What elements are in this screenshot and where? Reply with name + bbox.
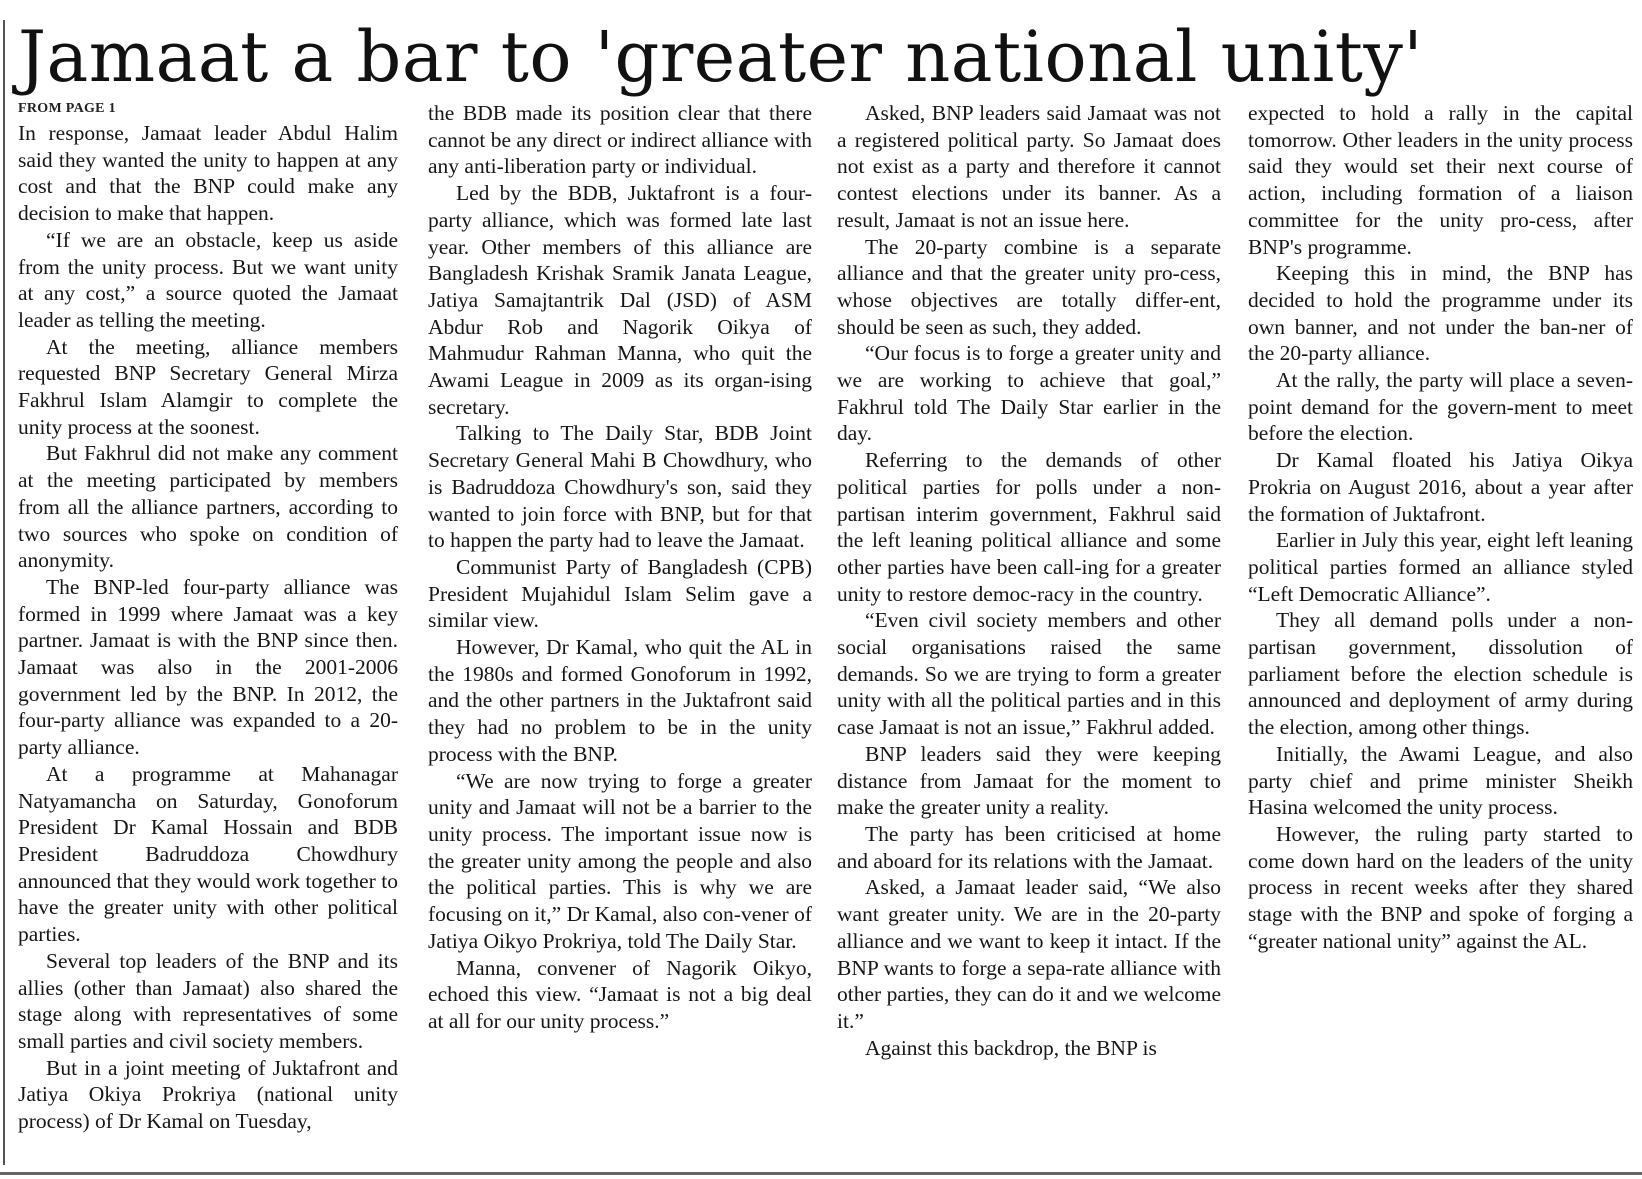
paragraph: However, the ruling party started to come down hard on the leaders of the unity process in recent weeks after they shared stage with the BNP and spoke of forging a “greater national unity” against the AL. — [1248, 821, 1633, 953]
article-column-1 — [18, 100, 398, 1172]
article-column-3 — [837, 100, 1221, 1172]
paragraph: Referring to the demands of other political parties for polls under a non-partisan interim government, Fakhrul said the left leaning political alliance and some other parties have been call-ing for a greater unity to restore democ-racy in the country. — [837, 448, 1221, 606]
paragraph: The BNP-led four-party alliance was formed in 1999 where Jamaat was a key partner. Jamaat is with the BNP since then. Jamaat was also in the 2001-2006 government led by the BNP. In 2012, the four-party alliance was expanded to a 20-party alliance. — [18, 574, 398, 760]
paragraph: Talking to The Daily Star, BDB Joint Secretary General Mahi B Chowdhury, who is Badruddoza Chowdhury's son, said they wanted to join force with BNP, but for that to happen the party had to leave the Jamaat. — [428, 421, 812, 553]
paragraph: At the rally, the party will place a seven-point demand for the govern-ment to meet before the election. — [1248, 368, 1633, 446]
paragraph: Asked, a Jamaat leader said, “We also want greater unity. We are in the 20-party alliance and we want to keep it intact. If the BNP wants to forge a sepa-rate alliance with other parties, they can do it and we welcome it.” — [837, 875, 1221, 1033]
headline: Jamaat a bar to 'greater national unity' — [18, 16, 1424, 98]
paragraph: Initially, the Awami League, and also party chief and prime minister Sheikh Hasina welcomed the unity process. — [1248, 741, 1633, 820]
paragraph: In response, Jamaat leader Abdul Halim said they wanted the unity to happen at any cost and that the BNP could make any decision to make that happen. — [18, 121, 398, 226]
paragraph: “We are now trying to forge a greater unity and Jamaat will not be a barrier to the unity process. The important issue now is the greater unity among the people and also the political parties. This is why we are focusing on it,” Dr Kamal, also con-vener of Jatiya Oikyo Prokriya, told The Daily Star. — [428, 768, 812, 953]
paragraph: However, Dr Kamal, who quit the AL in the 1980s and formed Gonoforum in 1992, and the other partners in the Juktafront said they had no problem to be in the unity process with the BNP. — [428, 635, 812, 766]
paragraph: Led by the BDB, Juktafront is a four-party alliance, which was formed late last year. Other members of this alliance are Bangladesh Krishak Sramik Janata League, Jatiya Samajtantrik Dal (JSD) of ASM Abdur Rob and Nagorik Oikya of Mahmudur Rahman Manna, who quit the Awami League in 2009 as its organ-ising secretary. — [428, 181, 812, 419]
paragraph: At a programme at Mahanagar Natyamancha on Saturday, Gonoforum President Dr Kamal Hossain and BDB President Badruddoza Chowdhury announced that they would work together to have the greater unity with other political parties. — [18, 761, 398, 947]
paragraph: The party has been criticised at home and aboard for its relations with the Jamaat. — [837, 821, 1221, 873]
paragraph: Manna, convener of Nagorik Oikyo, echoed this view. “Jamaat is not a big deal at all for our unity process.” — [428, 955, 812, 1033]
bottom-rule — [0, 1172, 1642, 1175]
paragraph: “Our focus is to forge a greater unity and we are working to achieve that goal,” Fakhrul told The Daily Star earlier in the day. — [837, 341, 1221, 446]
paragraph: Against this backdrop, the BNP is — [865, 1035, 1157, 1060]
paragraph: “Even civil society members and other social organisations raised the same demands. So we are trying to form a greater unity with all the political parties and in this case Jamaat is not an issue,” Fakhrul added. — [837, 608, 1221, 740]
paragraph: Keeping this in mind, the BNP has decided to hold the programme under its own banner, and not under the ban-ner of the 20-party alliance. — [1248, 261, 1633, 366]
left-column-rule — [3, 20, 5, 1165]
paragraph: At the meeting, alliance members requested BNP Secretary General Mirza Fakhrul Islam Alamgir to complete the unity process at the soonest. — [18, 334, 398, 439]
paragraph: Earlier in July this year, eight left leaning political parties formed an alliance styled “Left Democratic Alliance”. — [1248, 528, 1633, 606]
paragraph: But in a joint meeting of Juktafront and Jatiya Okiya Prokriya (national unity process) of Dr Kamal on Tuesday, — [18, 1055, 398, 1134]
paragraph: The 20-party combine is a separate alliance and that the greater unity pro-cess, whose objectives are totally differ-ent, should be seen as such, they added. — [837, 234, 1221, 339]
paragraph: expected to hold a rally in the capital tomorrow. Other leaders in the unity process said they would set their next course of action, including formation of a liaison committee for the unity pro-cess, after BNP's programme. — [1248, 101, 1633, 259]
paragraph: Communist Party of Bangladesh (CPB) President Mujahidul Islam Selim gave a similar view. — [428, 554, 812, 633]
article-column-2 — [428, 100, 812, 1172]
paragraph: Several top leaders of the BNP and its allies (other than Jamaat) also shared the stage along with representatives of some small parties and civil society members. — [18, 948, 398, 1053]
paragraph: BNP leaders said they were keeping distance from Jamaat for the moment to make the greater unity a reality. — [837, 741, 1221, 820]
paragraph: “If we are an obstacle, keep us aside from the unity process. But we want unity at any cost,” a source quoted the Jamaat leader as telling the meeting. — [18, 227, 398, 332]
article-column-4 — [1248, 100, 1633, 1172]
paragraph: But Fakhrul did not make any comment at the meeting participated by members from all the alliance partners, according to two sources who spoke on condition of anonymity. — [18, 441, 398, 573]
paragraph: Dr Kamal floated his Jatiya Oikya Prokria on August 2016, about a year after the formation of Juktafront. — [1248, 448, 1633, 526]
paragraph: the BDB made its position clear that there cannot be any direct or indirect alliance with any anti-liberation party or individual. — [428, 101, 812, 179]
paragraph: Asked, BNP leaders said Jamaat was not a registered political party. So Jamaat does not exist as a party and therefore it cannot contest elections under its banner. As a result, Jamaat is not an issue here. — [837, 101, 1221, 232]
paragraph: They all demand polls under a non-partisan government, dissolution of parliament before the election schedule is announced and deployment of army during the election, among other things. — [1248, 608, 1633, 740]
jump-line: FROM PAGE 1 — [18, 101, 116, 116]
